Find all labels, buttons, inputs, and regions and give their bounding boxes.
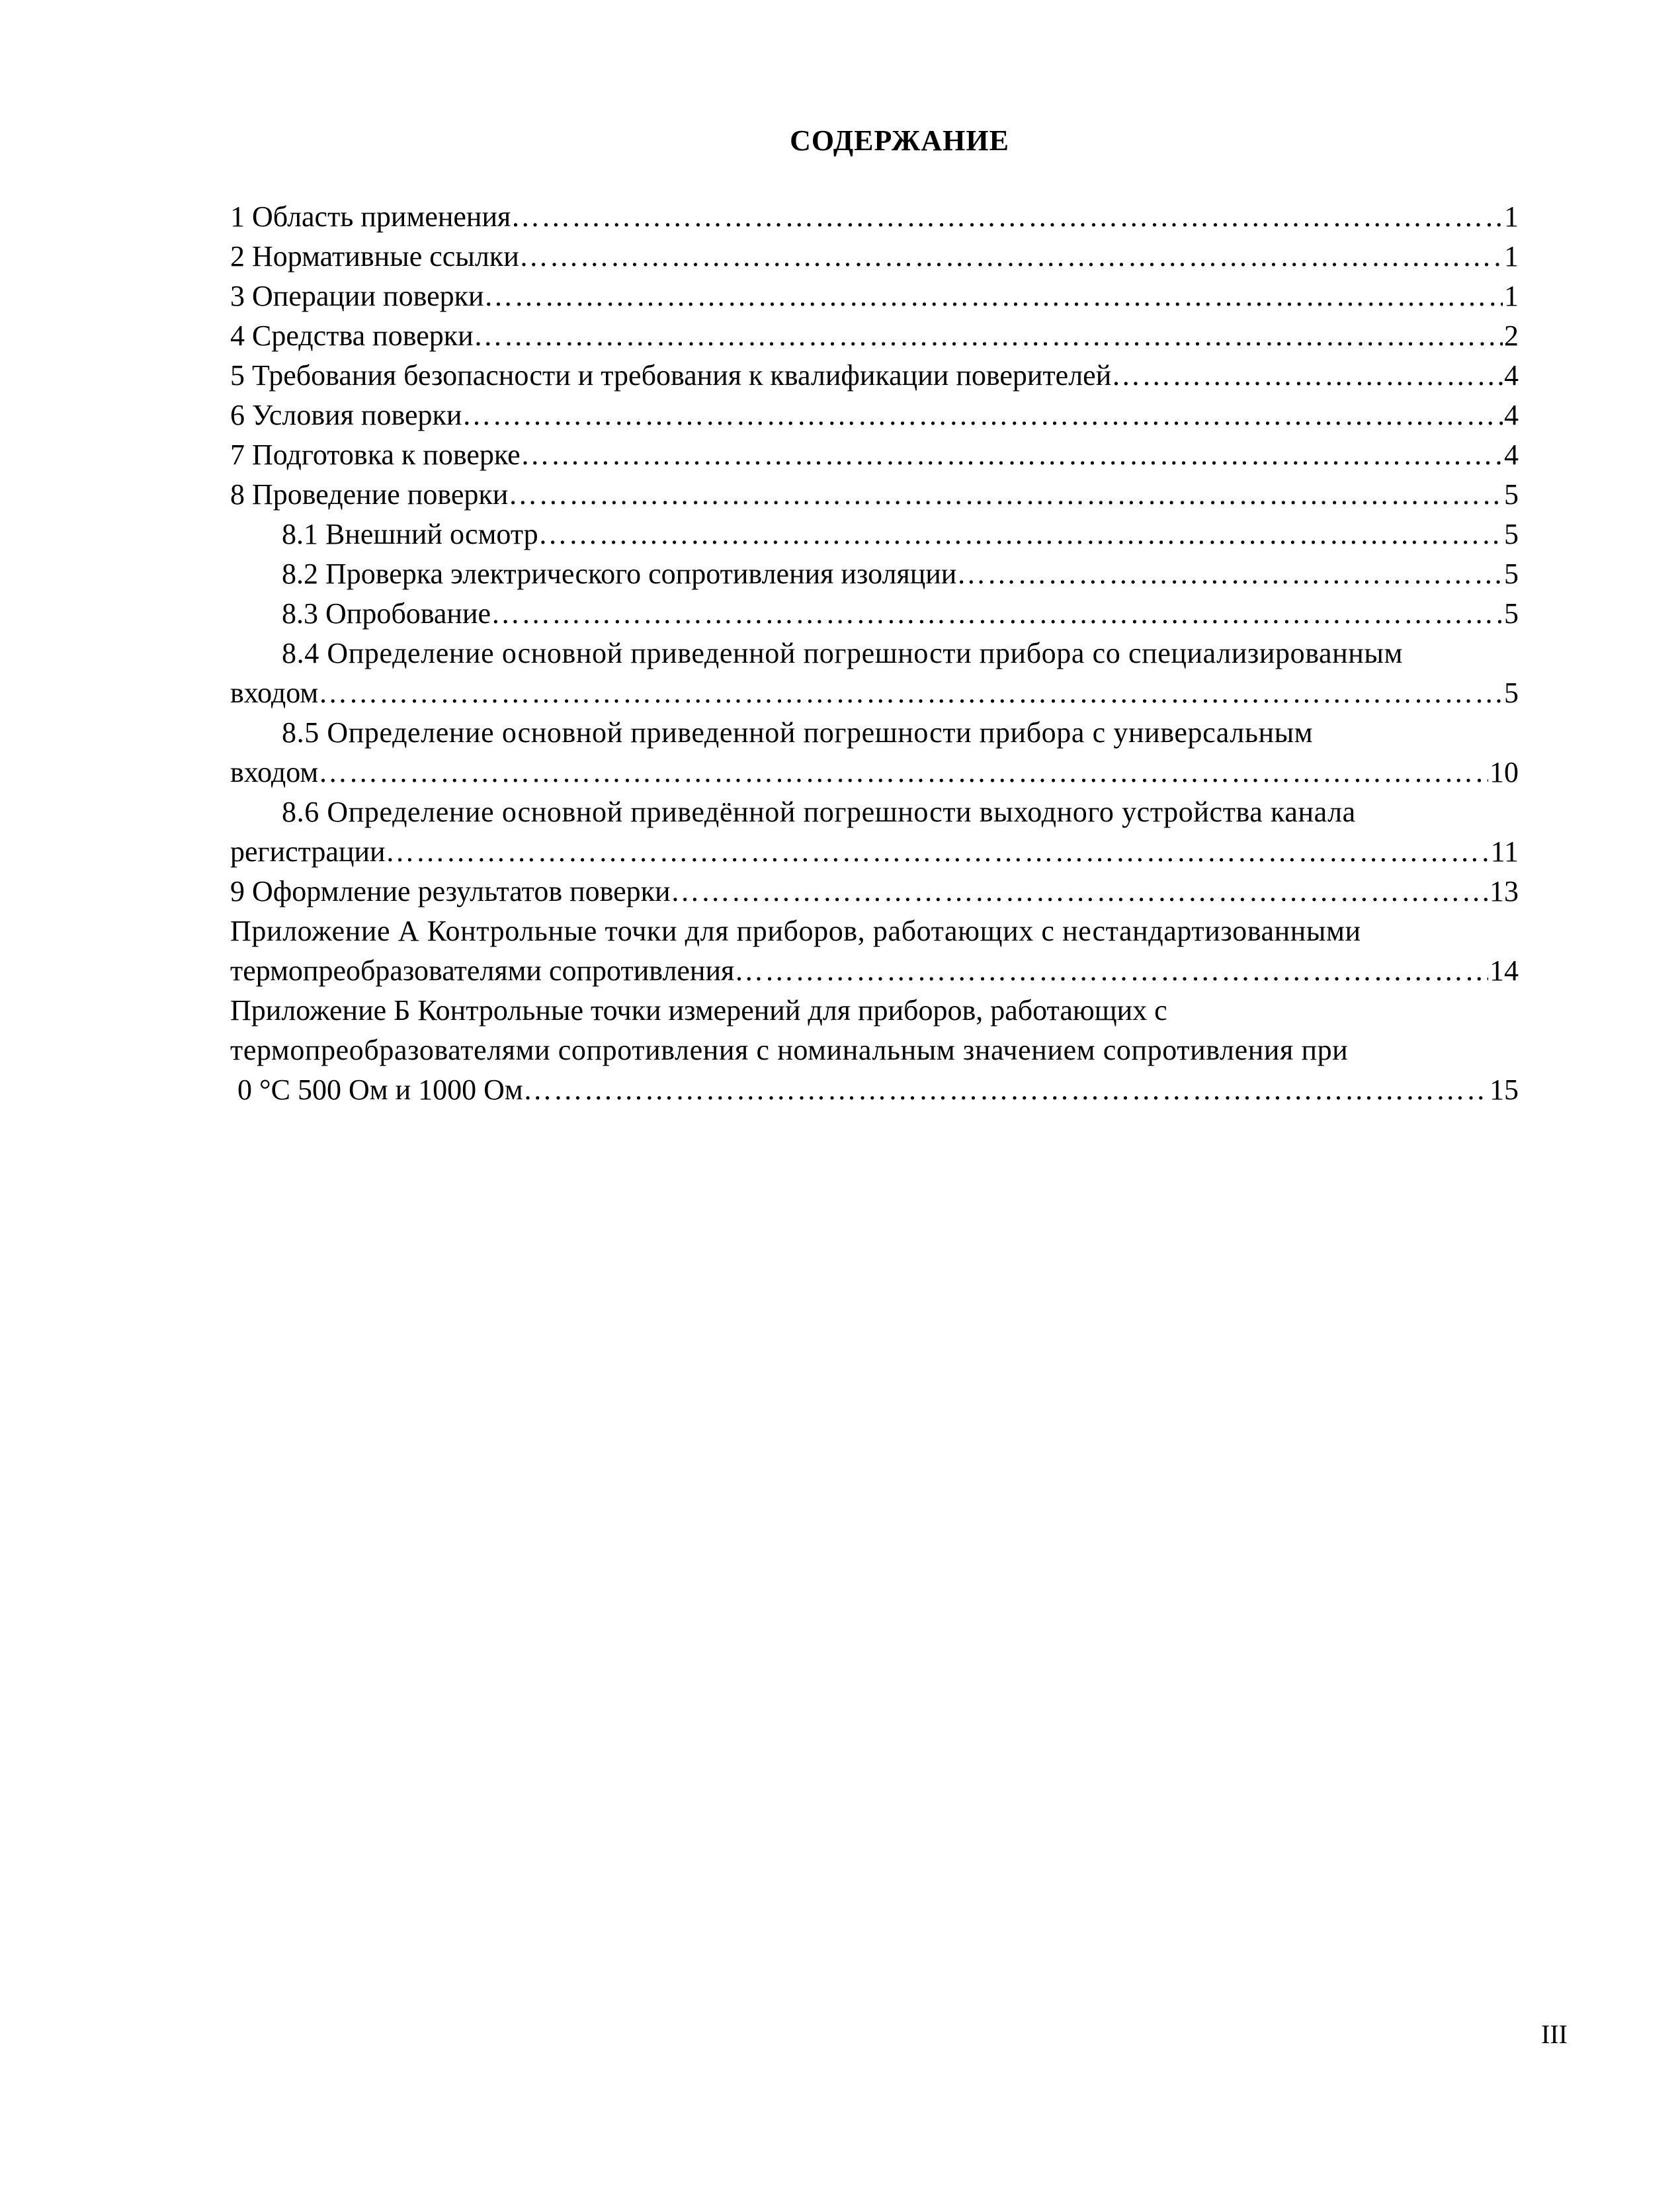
toc-entry-title: регистрации — [230, 835, 386, 868]
table-of-contents — [230, 197, 1519, 1110]
toc-entry — [230, 911, 1519, 951]
toc-subentry — [230, 594, 1519, 634]
toc-entry-title: 7 Подготовка к поверке — [230, 439, 521, 471]
toc-entry-title: Приложение А Контрольные точки для приборов, работающих с нестандартизованными — [230, 915, 1361, 947]
toc-entry — [230, 475, 1519, 515]
toc-entry-page: 10 — [1490, 756, 1519, 788]
toc-entry-continuation — [230, 1031, 1519, 1070]
toc-dot-leader — [1111, 356, 1503, 396]
toc-entry-title: 6 Условия поверки — [230, 399, 462, 431]
toc-entry — [230, 356, 1519, 396]
toc-entry-title: термопреобразователями сопротивления с номинальным значением сопротивления при — [230, 1034, 1349, 1066]
page-number: III — [1541, 2019, 1568, 2049]
toc-entry-page: 4 — [1504, 439, 1519, 471]
toc-entry-page: 5 — [1504, 478, 1519, 511]
toc-entry-page: 13 — [1490, 875, 1519, 907]
toc-entry-title: 8.5 Определение основной приведенной погрешности прибора с универсальным — [282, 716, 1314, 749]
toc-entry — [230, 435, 1519, 475]
toc-entry-page: 5 — [1504, 677, 1519, 709]
toc-entry-page: 5 — [1504, 597, 1519, 630]
toc-dot-leader — [484, 276, 1503, 316]
toc-dot-leader — [511, 197, 1503, 237]
toc-entry-title: 8.3 Опробование — [282, 597, 491, 630]
toc-entry — [230, 316, 1519, 356]
toc-entry-page: 14 — [1490, 954, 1519, 987]
toc-entry-title: 3 Операции поверки — [230, 280, 484, 312]
toc-entry — [230, 197, 1519, 237]
toc-dot-leader — [523, 1070, 1488, 1110]
toc-subentry — [230, 713, 1519, 753]
toc-entry-page: 11 — [1490, 835, 1519, 868]
toc-entry-title: 1 Область применения — [230, 200, 511, 233]
toc-entry-continuation — [230, 753, 1519, 792]
toc-dot-leader — [538, 515, 1503, 554]
toc-entry-page: 1 — [1504, 240, 1519, 273]
toc-entry-title: 8.1 Внешний осмотр — [282, 518, 538, 550]
toc-dot-leader — [318, 673, 1503, 713]
toc-entry-page: 5 — [1504, 558, 1519, 590]
toc-subentry — [230, 515, 1519, 554]
toc-entry-page: 4 — [1504, 399, 1519, 431]
toc-dot-leader — [519, 237, 1503, 276]
toc-dot-leader — [956, 554, 1503, 594]
toc-entry-title: 4 Средства поверки — [230, 319, 474, 352]
toc-entry-continuation — [230, 1070, 1519, 1110]
toc-entry — [230, 872, 1519, 911]
toc-entry-page: 1 — [1504, 200, 1519, 233]
toc-entry-title: входом — [230, 677, 319, 709]
toc-entry-title: 2 Нормативные ссылки — [230, 240, 519, 273]
toc-entry-continuation — [230, 951, 1519, 991]
toc-dot-leader — [521, 435, 1503, 475]
toc-subentry — [230, 554, 1519, 594]
toc-entry-continuation — [230, 673, 1519, 713]
toc-entry-title: Приложение Б Контрольные точки измерений для приборов, работающих с — [230, 994, 1167, 1027]
toc-entry — [230, 991, 1519, 1031]
toc-entry-title: 8 Проведение поверки — [230, 478, 509, 511]
toc-dot-leader — [671, 872, 1488, 911]
toc-entry-page: 4 — [1504, 359, 1519, 392]
toc-subentry — [230, 792, 1519, 832]
toc-dot-leader — [508, 475, 1503, 515]
toc-entry-continuation — [230, 832, 1519, 872]
toc-entry-title: 5 Требования безопасности и требования к квалификации поверителей — [230, 359, 1112, 392]
toc-entry-title: 8.2 Проверка электрического сопротивления изоляции — [282, 558, 957, 590]
toc-dot-leader — [734, 951, 1488, 991]
toc-dot-leader — [386, 832, 1490, 872]
toc-entry-page: 2 — [1504, 319, 1519, 352]
toc-dot-leader — [462, 396, 1503, 435]
toc-entry-page: 15 — [1490, 1073, 1519, 1106]
toc-subentry — [230, 634, 1519, 673]
toc-entry-title: 8.6 Определение основной приведённой погрешности выходного устройства канала — [282, 796, 1356, 828]
toc-entry-title: входом — [230, 756, 319, 788]
toc-dot-leader — [318, 753, 1488, 792]
toc-entry-title: 0 °С 500 Ом и 1000 Ом — [230, 1073, 523, 1106]
toc-entry-title: 8.4 Определение основной приведенной погрешности прибора со специализированным — [282, 637, 1404, 669]
toc-dot-leader — [474, 316, 1503, 356]
toc-entry — [230, 276, 1519, 316]
toc-entry-page: 5 — [1504, 518, 1519, 550]
toc-entry — [230, 396, 1519, 435]
toc-entry-title: 9 Оформление результатов поверки — [230, 875, 671, 907]
page-title: СОДЕРЖАНИЕ — [790, 124, 1009, 157]
toc-entry — [230, 237, 1519, 276]
toc-entry-page: 1 — [1504, 280, 1519, 312]
toc-entry-title: термопреобразователями сопротивления — [230, 954, 735, 987]
toc-dot-leader — [491, 594, 1503, 634]
